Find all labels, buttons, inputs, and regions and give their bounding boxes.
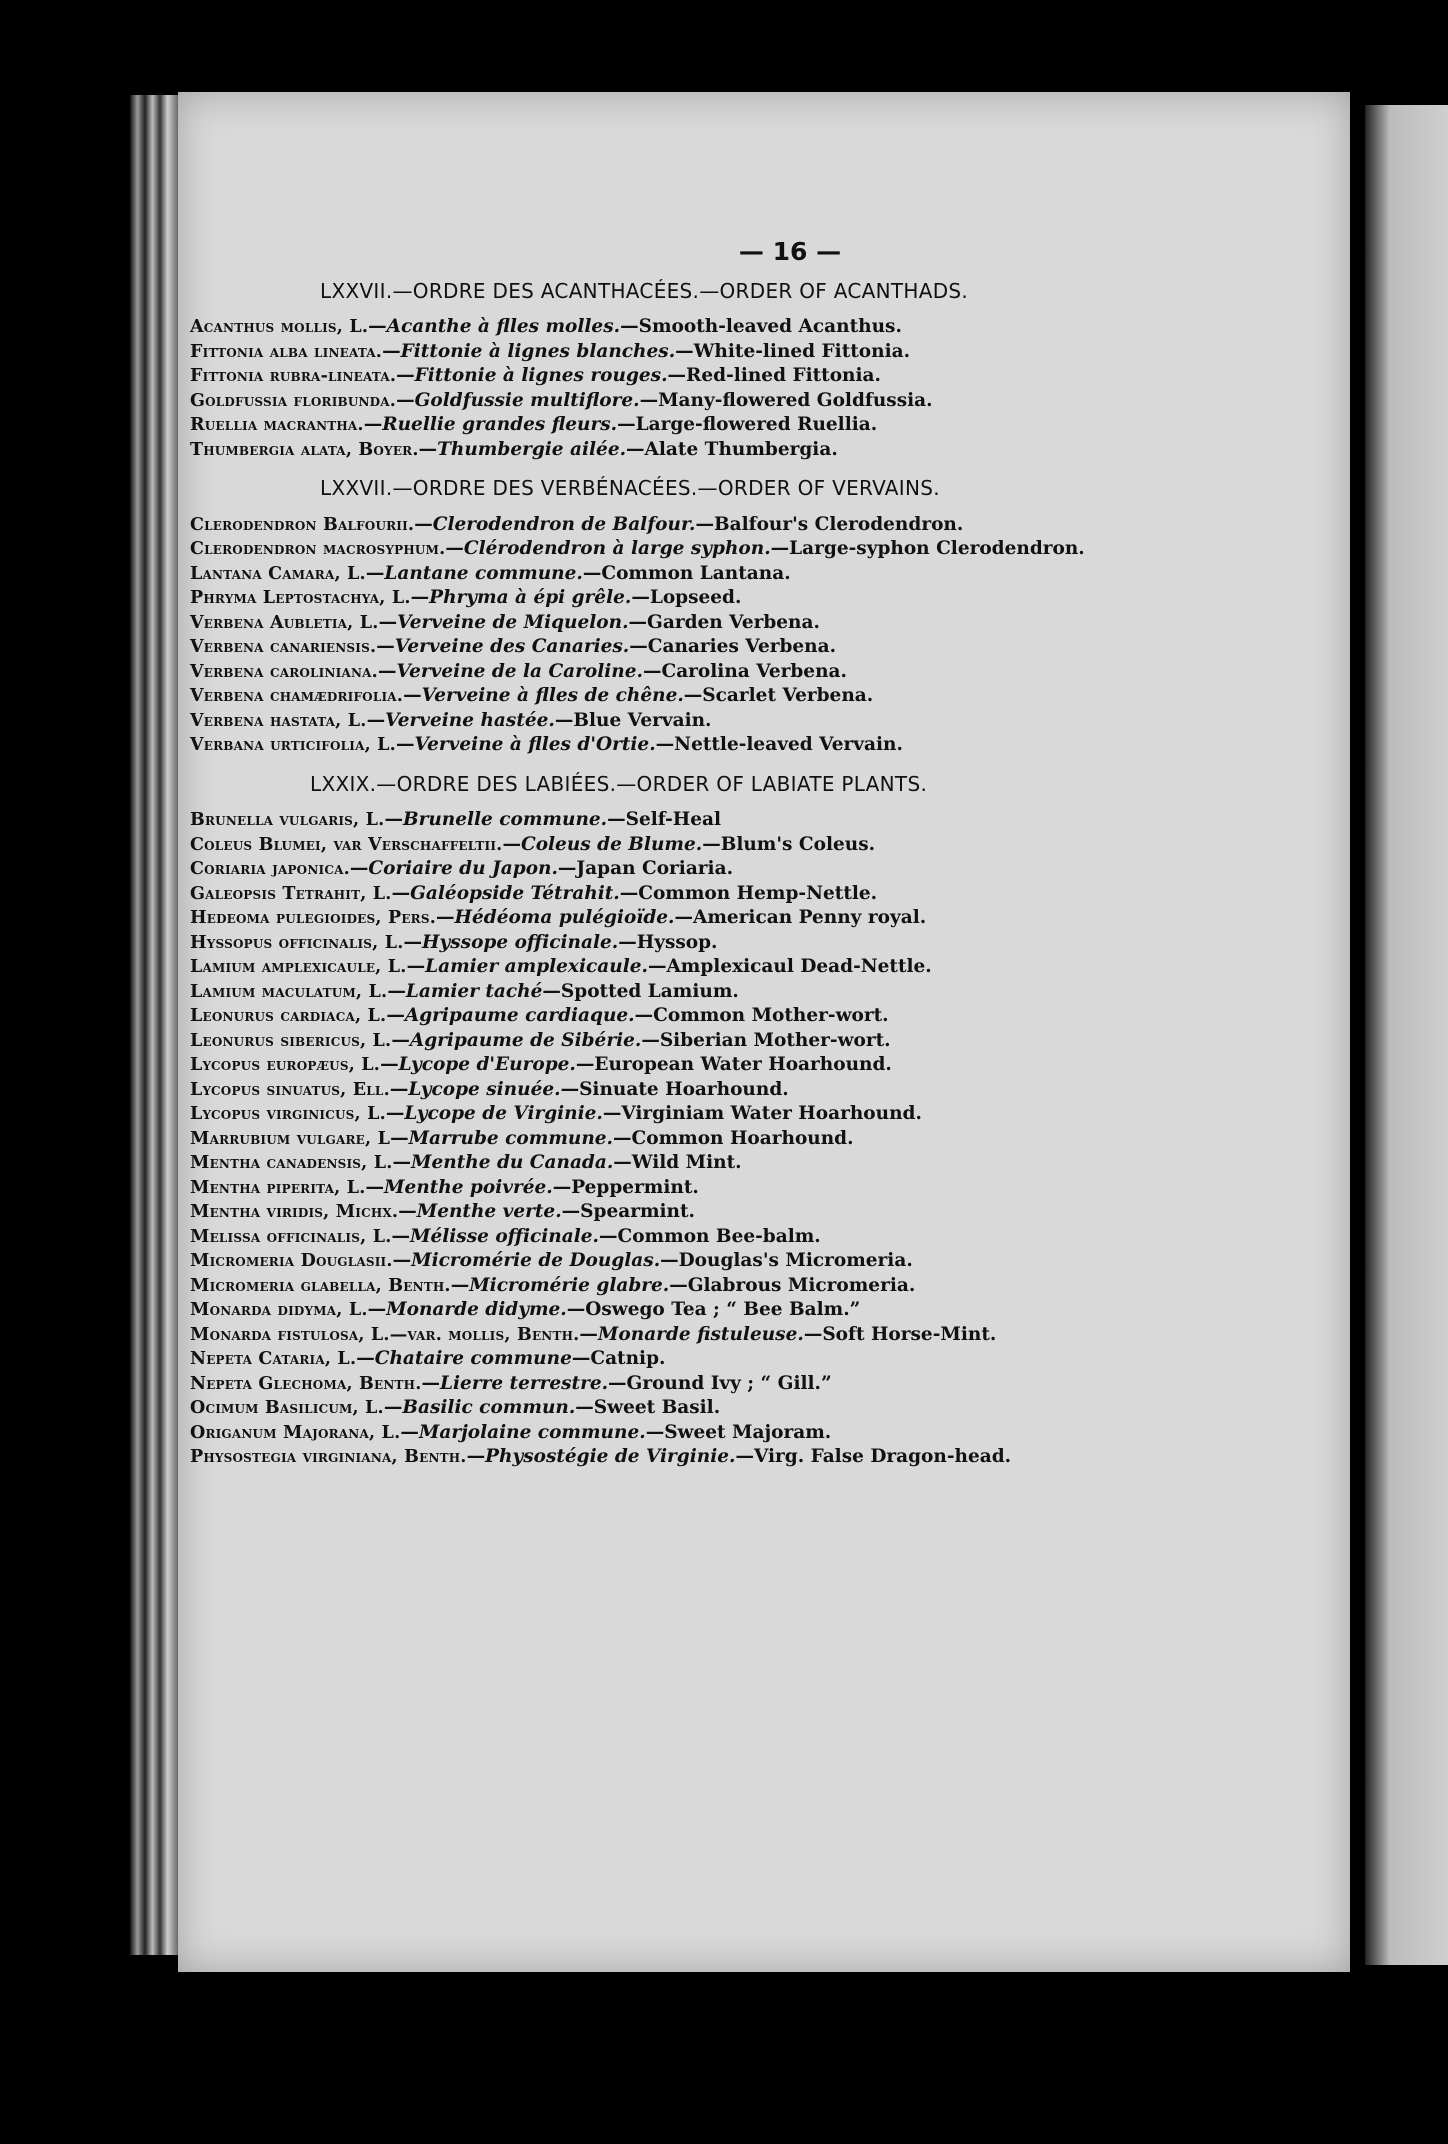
- english-name: Common Lantana.: [601, 562, 791, 584]
- entry-line: Lycopus sinuatus, Ell.—Lycope sinuée.—Sinuate Hoarhound.: [190, 1078, 789, 1100]
- french-name: Clérodendron à large syphon.: [463, 538, 771, 559]
- latin-name: Nepeta Cataria, L.: [190, 1349, 357, 1369]
- english-name: Amplexicaul Dead-Nettle.: [666, 956, 932, 977]
- entry-line: Hedeoma pulegioides, Pers.—Hédéoma pulégioïde.—American Penny royal.: [190, 907, 927, 928]
- french-name: Lycope sinuée.: [408, 1078, 561, 1100]
- entry-line: Nepeta Glechoma, Benth.—Lierre terrestre.—Ground Ivy ; “ Gill.”: [190, 1372, 832, 1394]
- latin-name: Clerodendron macrosyphum.: [190, 539, 446, 559]
- french-name: Marjolaine commune.: [418, 1421, 646, 1443]
- section: [190, 476, 1270, 758]
- section: [190, 279, 1270, 463]
- english-name: American Penny royal.: [692, 907, 927, 928]
- french-name: Menthe verte.: [416, 1201, 562, 1222]
- entry-line: Coriaria japonica.—Coriaire du Japon.—Japan Coriaria.: [190, 858, 734, 879]
- latin-name: Marrubium vulgare, L: [190, 1128, 391, 1149]
- entry-line: Origanum Majorana, L.—Marjolaine commune.—Sweet Majoram.: [190, 1421, 832, 1443]
- french-name: Lycope d'Europe.: [398, 1054, 576, 1075]
- english-name: Common Mother-wort.: [653, 1005, 889, 1026]
- latin-name: Lycopus sinuatus, Ell.: [190, 1079, 390, 1100]
- english-name: Japan Coriaria.: [576, 858, 734, 879]
- entry-line: Lycopus europæus, L.—Lycope d'Europe.—European Water Hoarhound.: [190, 1054, 892, 1075]
- english-name: European Water Hoarhound.: [594, 1054, 892, 1075]
- latin-name: Lycopus europæus, L.: [190, 1055, 381, 1075]
- english-name: Spearmint.: [580, 1201, 695, 1222]
- latin-name: Thumbergia alata, Boyer.: [190, 439, 419, 460]
- latin-name: Galeopsis Tetrahit, L.: [190, 883, 392, 904]
- latin-name: Melissa officinalis, L.: [190, 1226, 392, 1247]
- french-name: Lamier taché: [405, 980, 543, 1002]
- english-name: Wild Mint.: [631, 1152, 742, 1173]
- french-name: Goldfussie multiflore.: [414, 389, 640, 411]
- french-name: Coriaire du Japon.: [368, 858, 558, 879]
- entry-line: Phryma Leptostachya, L.—Phryma à épi grêle.—Lopseed.: [190, 587, 742, 608]
- entry-line: Verbena Aubletia, L.—Verveine de Miquelon.—Garden Verbena.: [190, 611, 820, 633]
- french-name: Monarde didyme.: [386, 1299, 567, 1320]
- french-name: Acanthe à flles molles.: [386, 316, 621, 337]
- french-name: Ruellie grandes fleurs.: [382, 414, 618, 435]
- latin-name: Micromeria Douglasii.: [190, 1251, 393, 1271]
- section-heading: LXXVII.—ORDRE DES ACANTHACÉES.—ORDER OF ACANTHADS.: [320, 278, 969, 303]
- english-name: White-lined Fittonia.: [693, 340, 911, 362]
- latin-name: Lamium amplexicaule, L.: [190, 957, 407, 977]
- entry-line: Clerodendron Balfourii.—Clerodendron de Balfour.—Balfour's Clerodendron.: [190, 513, 964, 535]
- french-name: Physostégie de Virginie.: [485, 1446, 736, 1467]
- entry-line: Fittonia rubra-lineata.—Fittonie à lignes rouges.—Red-lined Fittonia.: [190, 365, 881, 386]
- latin-name: Hyssopus officinalis, L.: [190, 932, 404, 953]
- english-name: Sinuate Hoarhound.: [579, 1078, 789, 1100]
- latin-name: Lamium maculatum, L.: [190, 981, 388, 1002]
- french-name: Mélisse officinale.: [410, 1225, 599, 1247]
- latin-name: Goldfussia floribunda.: [190, 390, 397, 411]
- latin-name: Monarda fistulosa, L.—var. mollis, Benth.: [190, 1324, 580, 1345]
- french-name: Brunelle commune.: [402, 809, 608, 830]
- english-name: Ground Ivy ; “ Gill.”: [626, 1372, 832, 1394]
- english-name: Common Hemp-Nettle.: [638, 882, 878, 904]
- english-name: Scarlet Verbena.: [702, 685, 874, 706]
- french-name: Lycope de Virginie.: [404, 1103, 603, 1124]
- french-name: Hédéoma pulégioïde.: [454, 907, 675, 928]
- english-name: Virginiam Water Hoarhound.: [621, 1103, 922, 1124]
- english-name: Soft Horse-Mint.: [822, 1323, 997, 1345]
- book-spine: [130, 95, 180, 1955]
- section-heading: LXXVII.—ORDRE DES VERBÉNACÉES.—ORDER OF VERVAINS.: [320, 476, 940, 500]
- entry-line: Coleus Blumei, var Verschaffeltii.—Coleus de Blume.—Blum's Coleus.: [190, 833, 876, 855]
- latin-name: Coriaria japonica.: [190, 859, 350, 879]
- latin-name: Lantana Camara, L.: [190, 563, 366, 584]
- french-name: Verveine de Miquelon.: [397, 611, 629, 633]
- english-name: Large-flowered Ruellia.: [635, 414, 878, 435]
- english-name: Self-Heal: [625, 809, 722, 830]
- latin-name: Verbena canariensis.: [190, 637, 377, 657]
- latin-name: Ruellia macrantha.: [190, 415, 364, 435]
- french-name: Thumbergie ailée.: [437, 438, 627, 460]
- section-heading: LXXIX.—ORDRE DES LABIÉES.—ORDER OF LABIATE PLANTS.: [310, 771, 928, 796]
- french-name: Micromérie glabre.: [469, 1274, 670, 1296]
- entry-line: Acanthus mollis, L.—Acanthe à flles molles.—Smooth-leaved Acanthus.: [190, 316, 902, 337]
- entry-line: Thumbergia alata, Boyer.—Thumbergie ailée.—Alate Thumbergia.: [190, 438, 838, 460]
- entry-line: Verbena canariensis.—Verveine des Canaries.—Canaries Verbena.: [190, 636, 837, 657]
- entry-line: Verbena hastata, L.—Verveine hastée.—Blue Vervain.: [190, 709, 712, 731]
- latin-name: Hedeoma pulegioides, Pers.: [190, 908, 437, 928]
- page-content: [190, 237, 1270, 1470]
- english-name: Large-syphon Clerodendron.: [789, 538, 1085, 559]
- entry-line: Goldfussia floribunda.—Goldfussie multiflore.—Many-flowered Goldfussia.: [190, 389, 933, 411]
- entry-line: Melissa officinalis, L.—Mélisse officinale.—Common Bee-balm.: [190, 1225, 821, 1247]
- entry-line: Marrubium vulgare, L—Marrube commune.—Common Hoarhound.: [190, 1127, 854, 1149]
- english-name: Sweet Majoram.: [664, 1421, 832, 1443]
- french-name: Verveine à flles de chêne.: [421, 685, 684, 706]
- french-name: Hyssope officinale.: [422, 931, 619, 953]
- sections-container: [190, 279, 1270, 1470]
- latin-name: Leonurus sibericus, L.: [190, 1030, 392, 1051]
- english-name: Carolina Verbena.: [661, 660, 847, 682]
- latin-name: Nepeta Glechoma, Benth.: [190, 1373, 422, 1394]
- english-name: Siberian Mother-wort.: [659, 1029, 891, 1051]
- english-name: Peppermint.: [571, 1176, 699, 1198]
- french-name: Agripaume cardiaque.: [404, 1005, 635, 1026]
- french-name: Lantane commune.: [384, 562, 583, 584]
- french-name: Agripaume de Sibérie.: [409, 1029, 642, 1051]
- french-name: Coleus de Blume.: [520, 833, 703, 855]
- english-name: Douglas's Micromeria.: [678, 1250, 913, 1271]
- latin-name: Verbena chamædrifolia.: [190, 686, 404, 706]
- entry-line: Verbana urticifolia, L.—Verveine à flles d'Ortie.—Nettle-leaved Vervain.: [190, 734, 903, 755]
- french-name: Phryma à épi grêle.: [429, 587, 632, 608]
- latin-name: Verbena caroliniana.: [190, 661, 378, 682]
- french-name: Marrube commune.: [408, 1127, 613, 1149]
- latin-name: Mentha piperita, L.: [190, 1177, 366, 1198]
- english-name: Red-lined Fittonia.: [686, 365, 881, 386]
- entry-line: Leonurus cardiaca, L.—Agripaume cardiaque.—Common Mother-wort.: [190, 1005, 889, 1026]
- latin-name: Acanthus mollis, L.: [190, 317, 369, 337]
- english-name: Common Bee-balm.: [617, 1225, 821, 1247]
- latin-name: Fittonia rubra-lineata.: [190, 366, 397, 386]
- entry-line: Nepeta Cataria, L.—Chataire commune—Catnip.: [190, 1348, 666, 1369]
- entry-line: Monarda didyma, L.—Monarde didyme.—Oswego Tea ; “ Bee Balm.”: [190, 1299, 861, 1320]
- english-name: Balfour's Clerodendron.: [713, 513, 964, 535]
- english-name: Virg. False Dragon-head.: [753, 1446, 1012, 1467]
- section: [190, 772, 1270, 1470]
- latin-name: Mentha canadensis, L.: [190, 1153, 393, 1173]
- entry-line: Verbena chamædrifolia.—Verveine à flles de chêne.—Scarlet Verbena.: [190, 685, 874, 706]
- english-name: Canaries Verbena.: [647, 636, 837, 657]
- entry-line: Lamium amplexicaule, L.—Lamier amplexicaule.—Amplexicaul Dead-Nettle.: [190, 956, 932, 977]
- english-name: Sweet Basil.: [593, 1397, 721, 1418]
- entry-line: Lamium maculatum, L.—Lamier taché—Spotted Lamium.: [190, 980, 739, 1002]
- english-name: Hyssop.: [636, 931, 718, 953]
- latin-name: Mentha viridis, Michx.: [190, 1202, 399, 1222]
- english-name: Glabrous Micromeria.: [687, 1274, 916, 1296]
- entry-line: Ocimum Basilicum, L.—Basilic commun.—Sweet Basil.: [190, 1397, 721, 1418]
- entry-line: Hyssopus officinalis, L.—Hyssope officinale.—Hyssop.: [190, 931, 718, 953]
- english-name: Many-flowered Goldfussia.: [658, 389, 933, 411]
- latin-name: Ocimum Basilicum, L.: [190, 1398, 384, 1418]
- english-name: Garden Verbena.: [647, 611, 820, 633]
- english-name: Nettle-leaved Vervain.: [674, 734, 903, 755]
- entry-line: Mentha viridis, Michx.—Menthe verte.—Spearmint.: [190, 1201, 695, 1222]
- page-number: — 16 —: [738, 237, 842, 266]
- entry-line: Clerodendron macrosyphum.—Clérodendron à large syphon.—Large-syphon Clerodendron.: [190, 538, 1085, 559]
- french-name: Fittonie à lignes blanches.: [400, 340, 676, 362]
- latin-name: Physostegia virginiana, Benth.: [190, 1447, 467, 1467]
- entry-line: Lycopus virginicus, L.—Lycope de Virginie.—Virginiam Water Hoarhound.: [190, 1103, 922, 1124]
- latin-name: Lycopus virginicus, L.: [190, 1104, 386, 1124]
- latin-name: Verbena Aubletia, L.: [190, 612, 379, 633]
- entry-line: Monarda fistulosa, L.—var. mollis, Benth.—Monarde fistuleuse.—Soft Horse-Mint.: [190, 1323, 997, 1345]
- english-name: Blue Vervain.: [573, 709, 712, 731]
- entry-line: Leonurus sibericus, L.—Agripaume de Sibérie.—Siberian Mother-wort.: [190, 1029, 891, 1051]
- entry-line: Micromeria glabella, Benth.—Micromérie glabre.—Glabrous Micromeria.: [190, 1274, 916, 1296]
- french-name: Verveine hastée.: [385, 709, 555, 731]
- english-name: Catnip.: [590, 1348, 666, 1369]
- latin-name: Micromeria glabella, Benth.: [190, 1275, 451, 1296]
- french-name: Micromérie de Douglas.: [411, 1250, 661, 1271]
- french-name: Menthe du Canada.: [411, 1152, 614, 1173]
- latin-name: Phryma Leptostachya, L.: [190, 588, 411, 608]
- entry-line: Mentha piperita, L.—Menthe poivrée.—Peppermint.: [190, 1176, 699, 1198]
- latin-name: Brunella vulgaris, L.: [190, 810, 385, 830]
- english-name: Lopseed.: [649, 587, 742, 608]
- french-name: Fittonie à lignes rouges.: [414, 365, 668, 386]
- entry-line: Verbena caroliniana.—Verveine de la Caroline.—Carolina Verbena.: [190, 660, 847, 682]
- english-name: Oswego Tea ; “ Bee Balm.”: [585, 1299, 861, 1320]
- english-name: Spotted Lamium.: [560, 980, 739, 1002]
- english-name: Blum's Coleus.: [720, 833, 876, 855]
- french-name: Chataire commune: [374, 1348, 572, 1369]
- french-name: Verveine des Canaries.: [394, 636, 630, 657]
- latin-name: Leonurus cardiaca, L.: [190, 1006, 387, 1026]
- latin-name: Monarda didyma, L.: [190, 1300, 368, 1320]
- entry-line: Galeopsis Tetrahit, L.—Galéopside Tétrahit.—Common Hemp-Nettle.: [190, 882, 878, 904]
- entry-line: Mentha canadensis, L.—Menthe du Canada.—Wild Mint.: [190, 1152, 742, 1173]
- latin-name: Fittonia alba lineata.: [190, 341, 383, 362]
- latin-name: Verbana urticifolia, L.: [190, 735, 396, 755]
- french-name: Basilic commun.: [402, 1397, 576, 1418]
- entry-line: Lantana Camara, L.—Lantane commune.—Common Lantana.: [190, 562, 791, 584]
- french-name: Lierre terrestre.: [440, 1372, 609, 1394]
- french-name: Verveine à flles d'Ortie.: [414, 734, 656, 755]
- entry-line: Ruellia macrantha.—Ruellie grandes fleurs.—Large-flowered Ruellia.: [190, 414, 878, 435]
- latin-name: Clerodendron Balfourii.: [190, 514, 415, 535]
- entry-line: Fittonia alba lineata.—Fittonie à lignes blanches.—White-lined Fittonia.: [190, 340, 911, 362]
- french-name: Lamier amplexicaule.: [425, 956, 648, 977]
- french-name: Monarde fistuleuse.: [597, 1323, 804, 1345]
- latin-name: Verbena hastata, L.: [190, 710, 367, 731]
- french-name: Menthe poivrée.: [384, 1176, 553, 1198]
- french-name: Clerodendron de Balfour.: [432, 513, 696, 535]
- latin-name: Origanum Majorana, L.: [190, 1422, 401, 1443]
- facing-page-edge: [1365, 105, 1448, 1965]
- french-name: Galéopside Tétrahit.: [410, 882, 620, 904]
- latin-name: Coleus Blumei, var Verschaffeltii.: [190, 834, 503, 855]
- entry-line: Brunella vulgaris, L.—Brunelle commune.—Self-Heal: [190, 809, 722, 830]
- french-name: Verveine de la Caroline.: [396, 660, 643, 682]
- english-name: Common Hoarhound.: [631, 1127, 854, 1149]
- english-name: Alate Thumbergia.: [644, 438, 838, 460]
- entry-line: Micromeria Douglasii.—Micromérie de Douglas.—Douglas's Micromeria.: [190, 1250, 913, 1271]
- english-name: Smooth-leaved Acanthus.: [638, 316, 902, 337]
- entry-line: Physostegia virginiana, Benth.—Physostégie de Virginie.—Virg. False Dragon-head.: [190, 1446, 1012, 1467]
